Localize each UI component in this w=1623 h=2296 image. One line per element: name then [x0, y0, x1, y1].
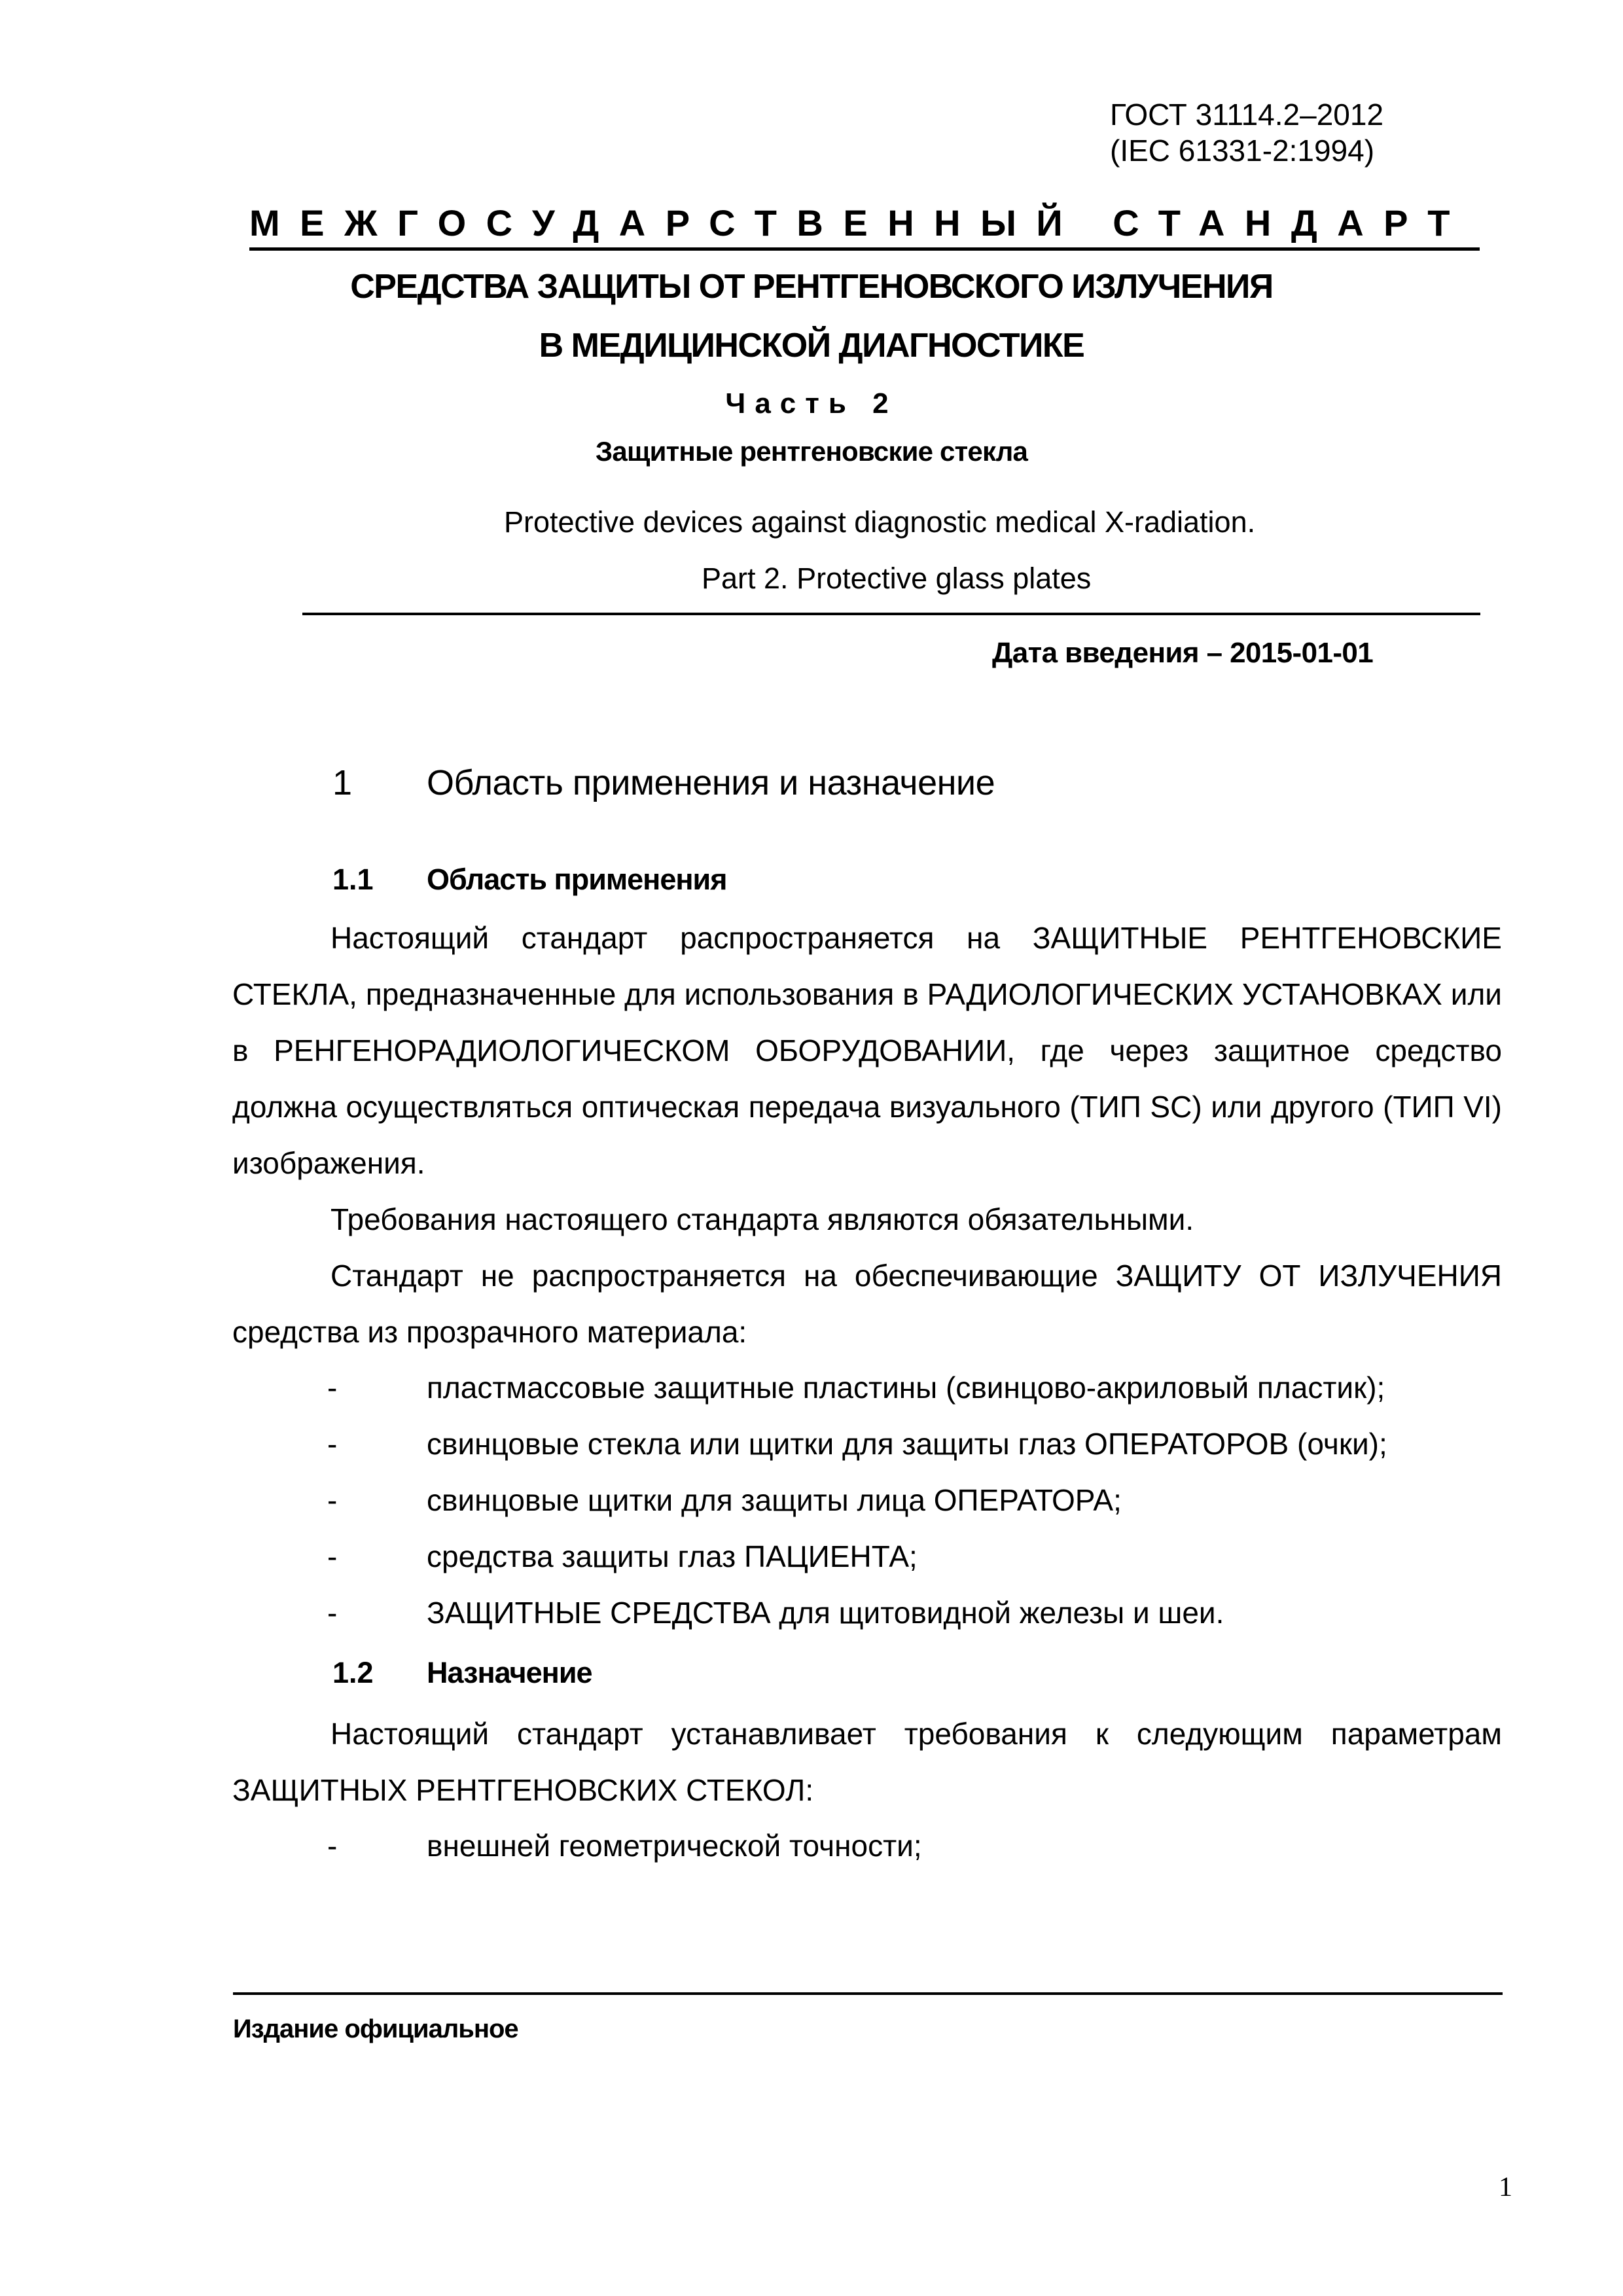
purpose-paragraph: Настоящий стандарт устанавливает требования к следующим параметрам ЗАЩИТНЫХ РЕНТГЕНОВСКИХ СТЕКОЛ:: [232, 1717, 1502, 1807]
list-item-text: ЗАЩИТНЫЕ СРЕДСТВА для щитовидной железы и шеи.: [427, 1596, 1224, 1630]
document-title-line-2: В МЕДИЦИНСКОЙ ДИАГНОСТИКЕ: [539, 327, 1084, 365]
part-title: Защитные рентгеновские стекла: [595, 436, 1028, 467]
list-dash: -: [327, 1596, 338, 1630]
subsection-1-2-number: 1.2: [332, 1656, 374, 1689]
standard-code: ГОСТ 31114.2–2012: [1110, 98, 1384, 132]
list-item-text: свинцовые щитки для защиты лица ОПЕРАТОРА;: [427, 1483, 1122, 1517]
section-1-title: Область применения и назначение: [427, 763, 995, 802]
title-divider: [302, 613, 1480, 615]
list-item-text: свинцовые стекла или щитки для защиты глаз ОПЕРАТОРОВ (очки);: [427, 1427, 1387, 1461]
subsection-1-1-number: 1.1: [332, 863, 374, 896]
edition-label: Издание официальное: [233, 2015, 518, 2043]
subsection-1-2-title: Назначение: [427, 1656, 592, 1689]
exclusions-paragraph: Стандарт не распространяется на обеспечивающие ЗАЩИТУ ОТ ИЗЛУЧЕНИЯ средства из прозрачного материала:: [232, 1259, 1502, 1349]
scope-paragraph: Настоящий стандарт распространяется на ЗАЩИТНЫЕ РЕНТГЕНОВСКИЕ СТЕКЛА, предназначенные для использования в РАДИОЛОГИЧЕСКИХ УСТАНОВКАХ или в РЕНГЕНОРАДИОЛОГИЧЕСКОМ ОБОРУДОВАНИИ, где через защитное средство должна осуществляться оптическая передача визуального (ТИП SC) или другого (ТИП VI) изображения.: [232, 921, 1502, 1180]
iec-code: (IEC 61331-2:1994): [1110, 134, 1375, 168]
list-dash: -: [327, 1371, 338, 1405]
list-dash: -: [327, 1427, 338, 1461]
list-dash: -: [327, 1483, 338, 1517]
list-item-text: средства защиты глаз ПАЦИЕНТА;: [427, 1539, 918, 1573]
list-item-text: внешней геометрической точности;: [427, 1829, 922, 1863]
english-title-line-1: Protective devices against diagnostic medical X-radiation.: [504, 505, 1256, 539]
document-title-line-1: СРЕДСТВА ЗАЩИТЫ ОТ РЕНТГЕНОВСКОГО ИЗЛУЧЕНИЯ: [350, 268, 1273, 306]
subsection-1-1-title: Область применения: [427, 863, 727, 896]
list-dash: -: [327, 1539, 338, 1573]
introduction-date: Дата введения – 2015-01-01: [992, 637, 1374, 669]
list-dash: -: [327, 1829, 338, 1863]
section-1-number: 1: [332, 763, 353, 802]
footer-divider: [233, 1992, 1503, 1995]
standard-kind-heading: МЕЖГОСУДАРСТВЕННЫЙ СТАНДАРТ: [249, 200, 1480, 251]
page-number: 1: [1499, 2172, 1512, 2202]
english-title-line-2: Part 2. Protective glass plates: [702, 562, 1092, 595]
part-label: Часть 2: [725, 387, 898, 420]
mandatory-paragraph: Требования настоящего стандарта являются обязательными.: [330, 1202, 1194, 1236]
list-item-text: пластмассовые защитные пластины (свинцово-акриловый пластик);: [427, 1371, 1385, 1405]
